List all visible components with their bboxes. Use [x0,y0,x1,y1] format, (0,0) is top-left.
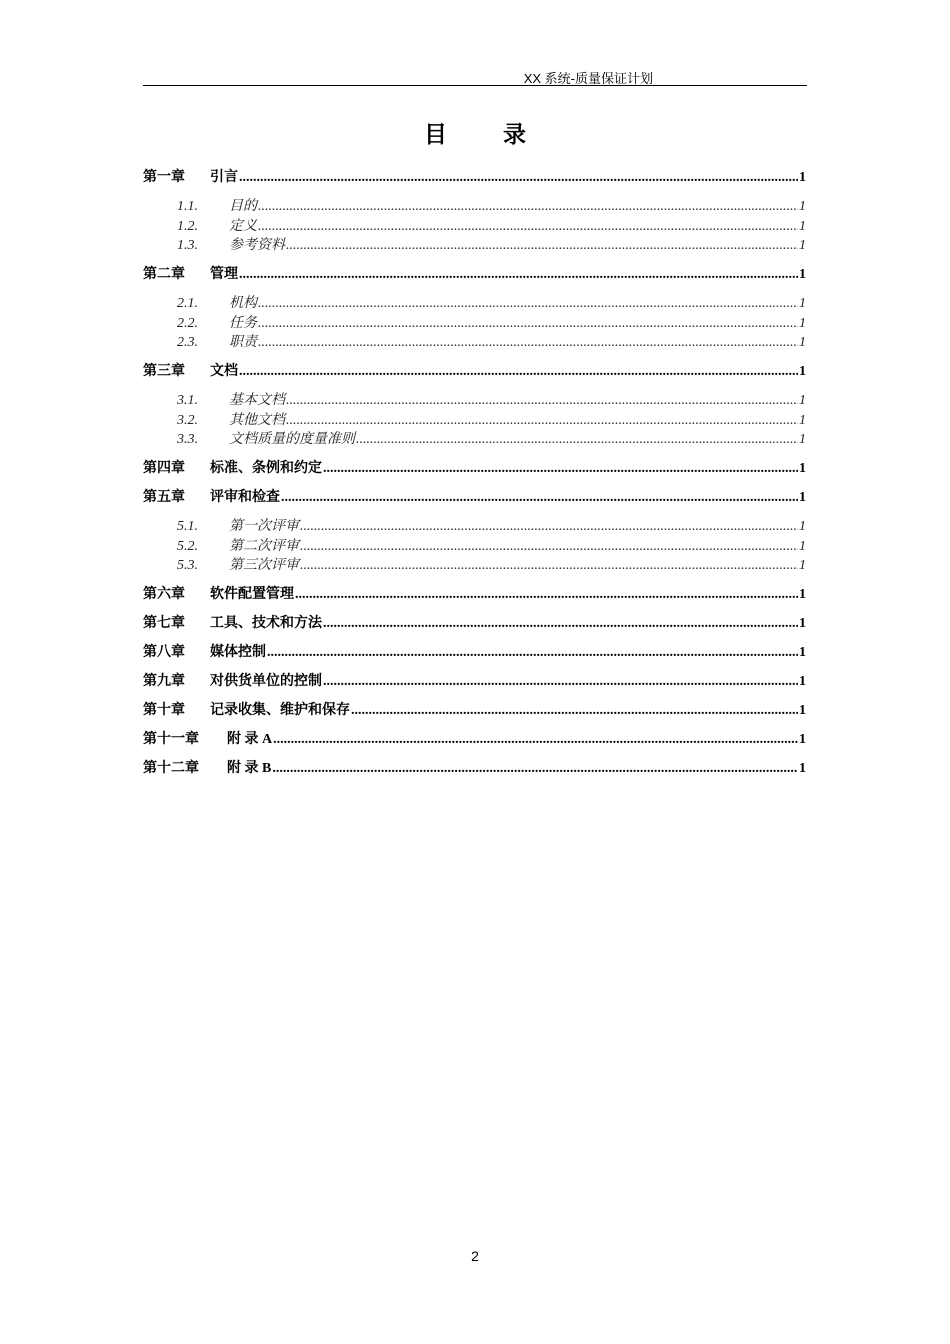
toc-entry-label: 引言 [210,170,238,185]
toc-entry-page: 1 [799,732,806,747]
toc-entry-label: 工具、技术和方法 [210,616,322,631]
toc-entry-number: 3.2. [177,413,198,428]
toc-dot-leader [239,267,798,283]
toc-entry-number: 第四章 [143,461,185,476]
toc-entry-page: 1 [799,335,806,350]
toc-entry-label: 基本文档 [229,393,285,408]
toc-dot-leader [281,490,798,506]
toc-chapter-entry[interactable] [143,641,806,661]
toc-section-entry[interactable] [143,554,806,574]
toc-entry-label: 目的 [229,199,257,214]
toc-entry-label: 文档 [210,364,238,379]
toc-entry-number: 2.1. [177,296,198,311]
toc-entry-number: 5.3. [177,558,198,573]
toc-entry-label: 媒体控制 [210,645,266,660]
toc-entry-label: 定义 [229,219,257,234]
toc-dot-leader [239,170,798,186]
toc-entry-page: 1 [799,238,806,253]
toc-chapter-entry[interactable] [143,583,806,603]
toc-entry-label: 机构 [229,296,257,311]
toc-chapter-entry[interactable] [143,699,806,719]
toc-entry-page: 1 [799,364,806,379]
toc-dot-leader [273,732,798,748]
toc-entry-page: 1 [799,219,806,234]
toc-dot-leader [356,432,798,448]
toc-dot-leader [300,558,798,574]
toc-entry-number: 2.3. [177,335,198,350]
toc-chapter-entry[interactable] [143,166,806,186]
toc-entry-number: 第一章 [143,170,185,185]
toc-entry-number: 5.1. [177,519,198,534]
toc-entry-label: 软件配置管理 [210,587,294,602]
toc-chapter-entry[interactable] [143,670,806,690]
toc-dot-leader [258,199,798,215]
toc-entry-page: 1 [799,316,806,331]
toc-section-entry[interactable] [143,312,806,332]
toc-entry-label: 管理 [210,267,238,282]
toc-chapter-entry[interactable] [143,486,806,506]
toc-entry-label: 附 录 B [227,761,272,776]
toc-entry-page: 1 [799,413,806,428]
toc-entry-number: 第十二章 [143,761,199,776]
toc-chapter-entry[interactable] [143,612,806,632]
toc-entry-page: 1 [799,490,806,505]
toc-section-entry[interactable] [143,195,806,215]
toc-dot-leader [258,316,798,332]
toc-entry-page: 1 [799,645,806,660]
toc-entry-label: 对供货单位的控制 [210,674,322,689]
toc-chapter-entry[interactable] [143,728,806,748]
toc-dot-leader [258,296,798,312]
toc-chapter-entry[interactable] [143,757,806,777]
toc-entry-number: 5.2. [177,539,198,554]
toc-entry-page: 1 [799,461,806,476]
toc-entry-page: 1 [799,199,806,214]
toc-chapter-entry[interactable] [143,360,806,380]
toc-entry-page: 1 [799,761,806,776]
toc-section-entry[interactable] [143,409,806,429]
page-number: 2 [471,1248,479,1264]
toc-entry-label: 标准、条例和约定 [210,461,322,476]
toc-entry-label: 第三次评审 [229,558,299,573]
toc-dot-leader [300,519,798,535]
toc-dot-leader [295,587,798,603]
toc-dot-leader [258,219,798,235]
toc-entry-number: 2.2. [177,316,198,331]
toc-entry-page: 1 [799,519,806,534]
toc-dot-leader [351,703,798,719]
toc-title: 目 录 [423,122,550,148]
toc-dot-leader [300,539,798,555]
toc-chapter-entry[interactable] [143,457,806,477]
page-header [143,66,807,86]
toc-entry-label: 任务 [229,316,257,331]
toc-entry-label: 评审和检查 [210,490,280,505]
toc-entry-label: 附 录 A [227,732,273,747]
toc-entry-number: 1.3. [177,238,198,253]
toc-dot-leader [272,761,798,777]
toc-dot-leader [258,335,798,351]
toc-entry-page: 1 [799,616,806,631]
toc-section-entry[interactable] [143,215,806,235]
toc-section-entry[interactable] [143,389,806,409]
header-title: XX 系统-质量保证计划 [523,71,653,86]
toc-entry-number: 第六章 [143,587,185,602]
toc-entry-page: 1 [799,539,806,554]
toc-entry-number: 第十一章 [143,732,199,747]
toc-dot-leader [323,616,798,632]
toc-entry-number: 第五章 [143,490,185,505]
toc-dot-leader [323,461,798,477]
toc-entry-page: 1 [799,296,806,311]
toc-entry-number: 第八章 [143,645,185,660]
toc-entry-page: 1 [799,558,806,573]
toc-entry-label: 第二次评审 [229,539,299,554]
toc-entry-number: 第十章 [143,703,185,718]
toc-entry-page: 1 [799,393,806,408]
toc-entry-label: 记录收集、维护和保存 [210,703,350,718]
toc-entry-page: 1 [799,587,806,602]
toc-entry-number: 1.2. [177,219,198,234]
toc-entry-number: 第二章 [143,267,185,282]
toc-dot-leader [286,238,798,254]
toc-entry-label: 参考资料 [229,238,285,253]
toc-entry-number: 1.1. [177,199,198,214]
toc-section-entry[interactable] [143,234,806,254]
toc-entry-number: 第九章 [143,674,185,689]
toc-chapter-entry[interactable] [143,263,806,283]
toc-entry-label: 第一次评审 [229,519,299,534]
toc-entry-page: 1 [799,703,806,718]
toc-entry-page: 1 [799,674,806,689]
toc-entry-label: 文档质量的度量准则 [229,432,355,447]
toc-entry-label: 职责 [229,335,257,350]
toc-section-entry[interactable] [143,515,806,535]
toc-dot-leader [323,674,798,690]
toc-dot-leader [267,645,798,661]
toc-dot-leader [286,413,798,429]
toc-entry-label: 其他文档 [229,413,285,428]
toc-entry-page: 1 [799,170,806,185]
toc-section-entry[interactable] [143,428,806,448]
toc-entry-number: 第七章 [143,616,185,631]
toc-entry-number: 第三章 [143,364,185,379]
toc-entry-number: 3.3. [177,432,198,447]
toc-section-entry[interactable] [143,331,806,351]
toc-section-entry[interactable] [143,535,806,555]
toc-dot-leader [239,364,798,380]
toc-section-entry[interactable] [143,292,806,312]
toc-entry-number: 3.1. [177,393,198,408]
toc-entry-page: 1 [799,267,806,282]
toc-dot-leader [286,393,798,409]
toc-entry-page: 1 [799,432,806,447]
